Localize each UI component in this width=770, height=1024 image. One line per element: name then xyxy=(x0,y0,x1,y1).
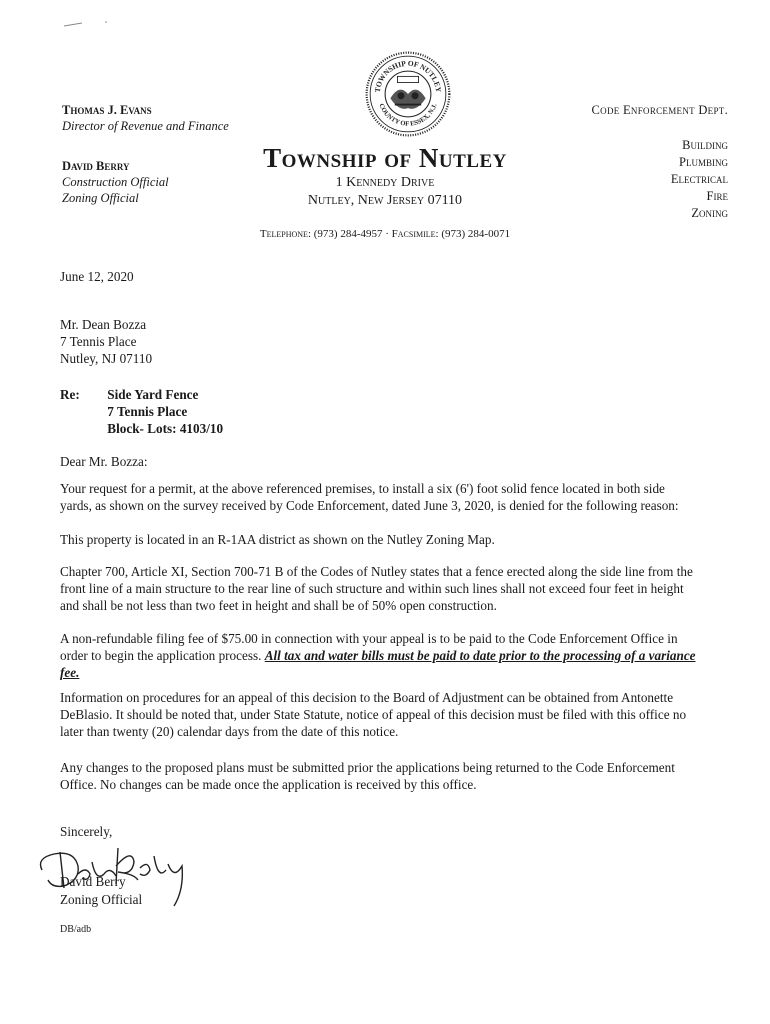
salutation: Dear Mr. Bozza: xyxy=(60,454,148,469)
dept-title: Code Enforcement Dept. xyxy=(591,103,728,117)
paragraph-changes: Any changes to the proposed plans must be submitted prior the applications being returned to the Code Enforcement Office. No changes can be made once the application is received by this office. xyxy=(60,760,675,793)
phone-fax-line: Telephone: (973) 284-4957 · Facsimile: (973) 284-0071 xyxy=(259,228,511,240)
fee-text: A non-refundable filing fee of $75.00 in connection with your appeal is to be paid to the Code Enforcement Office in order to begin the application process. xyxy=(60,631,678,664)
signer-title: Zoning Official xyxy=(60,892,143,907)
seal-top-text: TOWNSHIP OF NUTLEY xyxy=(372,58,444,93)
re-line-2: 7 Tennis Place xyxy=(107,404,188,420)
recipient-name: Mr. Dean Bozza xyxy=(60,317,147,332)
dept-fire: Fire xyxy=(706,189,728,203)
paragraph-district: This property is located in an R-1AA district as shown on the Nutley Zoning Map. xyxy=(60,532,495,547)
department-list xyxy=(671,137,728,222)
subject-block xyxy=(60,386,700,438)
dept-zoning: Zoning xyxy=(691,206,728,220)
seal-bottom-text: COUNTY OF ESSEX, N.J. xyxy=(377,102,439,128)
fee-emphasis: All tax and water bills must be paid to date prior to the processing of a variance fee. xyxy=(60,648,696,681)
re-line-1: Side Yard Fence xyxy=(107,387,199,402)
dept-building: Building xyxy=(682,138,728,152)
address-line-2: Nutley, New Jersey 07110 xyxy=(307,193,463,208)
dept-plumbing: Plumbing xyxy=(679,155,728,169)
signer-name: David Berry xyxy=(60,874,126,889)
re-label: Re: xyxy=(60,387,80,402)
closing: Sincerely, xyxy=(60,824,113,839)
paragraph-code: Chapter 700, Article XI, Section 700-71 B of the Codes of Nutley states that a fence erected along the side line from the front line of a main structure to the rear line of such structure and within such lines shall not exceed four feet in height and shall be not less than two feet in height and shall be of 50% open construction. xyxy=(60,564,693,614)
scan-mark xyxy=(62,18,112,30)
recipient-address xyxy=(60,316,700,368)
person1-name: Thomas J. Evans xyxy=(62,103,152,117)
paragraph-request: Your request for a permit, at the above referenced premises, to install a six (6') foot solid fence located in both side yards, as shown on the survey received by Code Enforcement, dated June 3, 2020, is denied for the following reason: xyxy=(60,481,679,514)
signature-block xyxy=(60,873,700,909)
letter-date: June 12, 2020 xyxy=(60,269,134,284)
typist-initials: DB/adb xyxy=(60,924,92,935)
person2-title-2: Zoning Official xyxy=(62,191,139,205)
person2-title-1: Construction Official xyxy=(62,175,169,189)
address-line-1: 1 Kennedy Drive xyxy=(335,175,435,190)
paragraph-fee xyxy=(60,630,700,682)
recipient-street: 7 Tennis Place xyxy=(60,334,137,350)
person1-title: Director of Revenue and Finance xyxy=(62,119,229,133)
dept-electrical: Electrical xyxy=(670,172,728,186)
re-line-3: Block- Lots: 4103/10 xyxy=(107,421,224,437)
paragraph-appeal: Information on procedures for an appeal of this decision to the Board of Adjustment can be obtained from Antonette DeBlasio. It should be noted that, under State Statute, notice of appeal of this decision must be filed with this office no later than twenty (20) calendar days from the date of this notice. xyxy=(60,690,687,740)
township-name: Township of Nutley xyxy=(263,143,507,173)
person2-name: David Berry xyxy=(62,159,130,173)
recipient-city: Nutley, NJ 07110 xyxy=(60,351,153,367)
township-seal-icon xyxy=(364,50,452,138)
